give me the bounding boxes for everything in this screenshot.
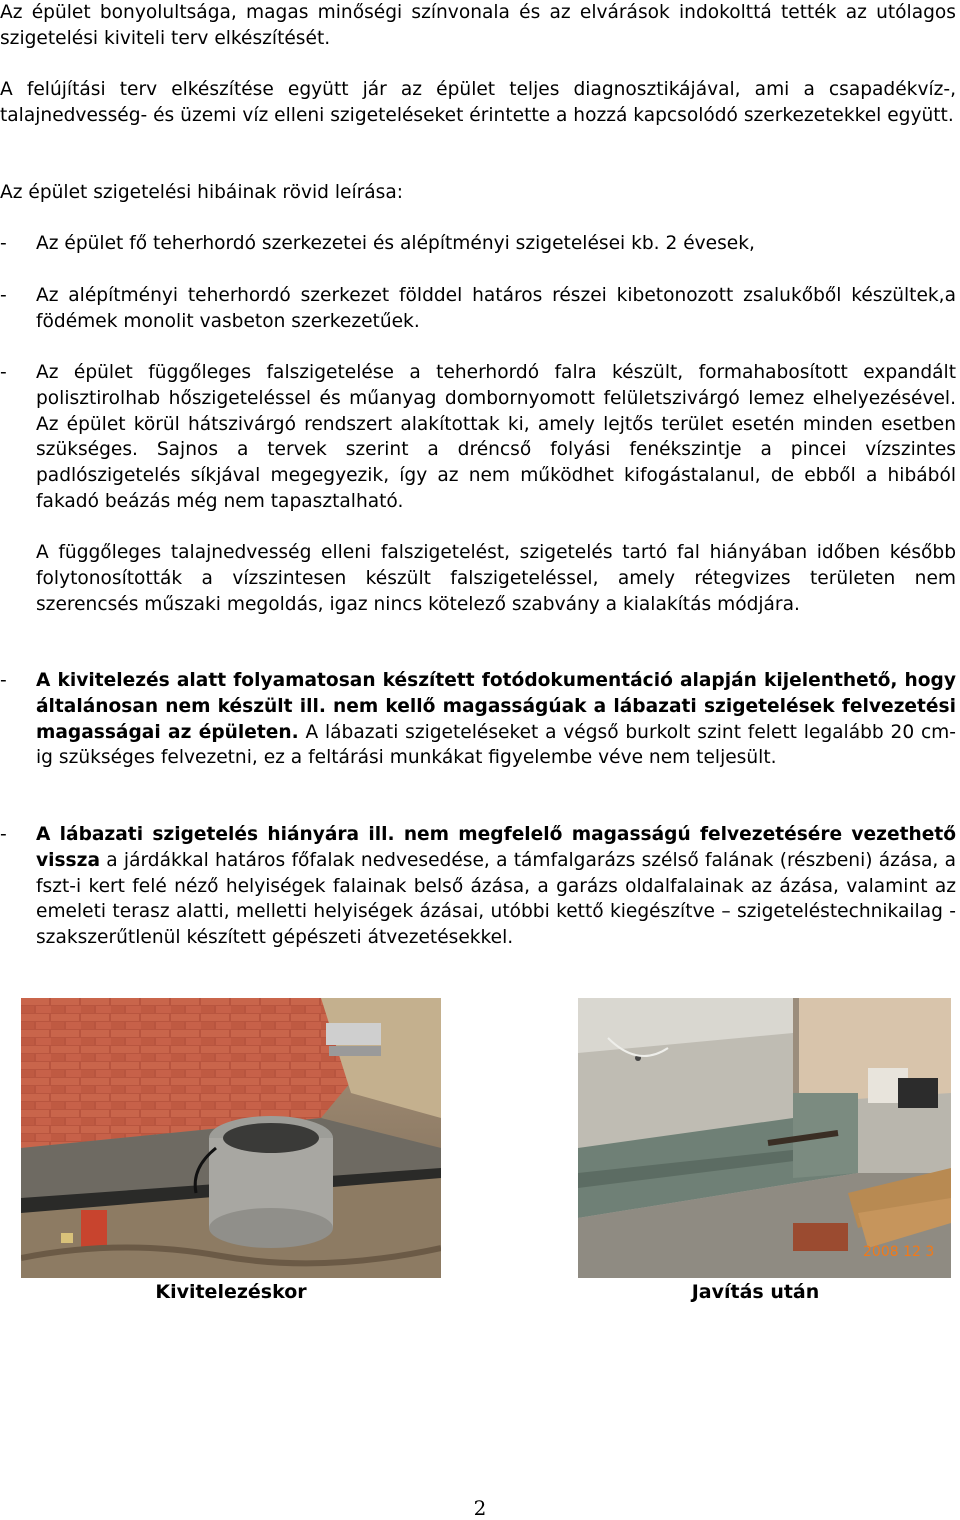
bold-statement: A lábazati szigetelés hiányára ill. nem megfelelő magasságú felvezetésére vezethető vissza: [36, 824, 956, 871]
consequences-text: a járdákkal határos főfalak nedvesedése, a támfalgarázs szélső falának (részbeni) ázása, a fszt-i kert felé néző helyiségek falainak belső ázása, a garázs oldalfalainak az ázása, valamint az emeleti terasz alatti, melletti helyiségek ázásai, utóbbi kettő kiegészítve – szigeteléstechnikailag - szakszerűtlenül készített gépészeti átvezetésekkel.: [36, 849, 956, 949]
bullet-dash: -: [0, 824, 7, 845]
bullet-dash: -: [0, 285, 7, 306]
bullet-item-structure: Az alépítményi teherhordó szerkezet földdel határos részei kibetonozott zsalukőből készültek,a födémek monolit vasbeton szerkezetűek.: [36, 285, 956, 332]
bullet-item-vertical-insulation: Az épület függőleges falszigetelése a teherhordó falra készült, formahabosított expandált polisztirolhab hőszigeteléssel és műanyag dombornyomott felületszivárgó lemez elhelyezésével. Az épület körül hátszivárgó rendszert alakítottak ki, amely lejtős terület esetén minden esetben szükséges. Sajnos a tervek szerint a dréncső folyási fenékszintje a pincei vízszintes padlószigetelés síkjával megegyezik, így az nem működhet kifogástalanul, de ebből a hibából fakadó beázás még nem tapasztalható.: [36, 362, 956, 512]
bullet-dash: -: [0, 362, 7, 383]
bullet-item-age: Az épület fő teherhordó szerkezetei és alépítményi szigetelései kb. 2 évesek,: [36, 233, 755, 254]
intro-paragraph: Az épület bonyolultsága, magas minőségi színvonala és az elvárások indokolttá tették az utólagos szigetelési kiviteli terv elkészítését.: [0, 2, 956, 49]
construction-photo: [21, 998, 441, 1278]
page-number: 2: [473, 1496, 487, 1520]
bullet-item-plinth-height: [36, 668, 956, 771]
bullet-dash: -: [0, 670, 7, 691]
construction-photo-drawing: [21, 998, 441, 1278]
bullet-item-ground-moisture: A függőleges talajnedvesség elleni falszigetelést, szigetelés tartó fal hiányában időben később folytonosították a vízszintesen készült falszigeteléssel, amely rétegvizes területen nem szerencsés műszaki megoldás, igaz nincs kötelező szabvány a kialakítás módjára.: [36, 542, 956, 615]
diagnostics-paragraph: A felújítási terv elkészítése együtt jár az épület teljes diagnosztikájával, ami a csapadékvíz-, talajnedvesség- és üzemi víz elleni szigeteléseket érintette a hozzá kapcsolódó szerkezetekkel együtt.: [0, 79, 956, 126]
repair-photo: [578, 998, 951, 1278]
repair-photo-drawing: [578, 998, 951, 1278]
bold-statement: A kivitelezés alatt folyamatosan készített fotódokumentáció alapján kijelenthető, hogy általánosan nem készült ill. nem kellő magasságúak a lábazati szigetelések felvezetési magasságai az épületen.: [36, 670, 956, 743]
bullet-item-consequences: [36, 822, 956, 951]
right-photo-caption: Javítás után: [691, 1281, 820, 1303]
bullet-dash: -: [0, 233, 7, 254]
left-photo-caption: Kivitelezéskor: [155, 1281, 307, 1303]
defects-heading: Az épület szigetelési hibáinak rövid leírása:: [0, 182, 403, 203]
plinth-requirement-text: A lábazati szigeteléseket a végső burkolt szint felett legalább 20 cm-ig szükséges felvezetni, ez a feltárási munkákat figyelembe véve nem teljesült.: [36, 721, 956, 769]
photo-date-stamp: 2008 12 3: [863, 1244, 935, 1260]
